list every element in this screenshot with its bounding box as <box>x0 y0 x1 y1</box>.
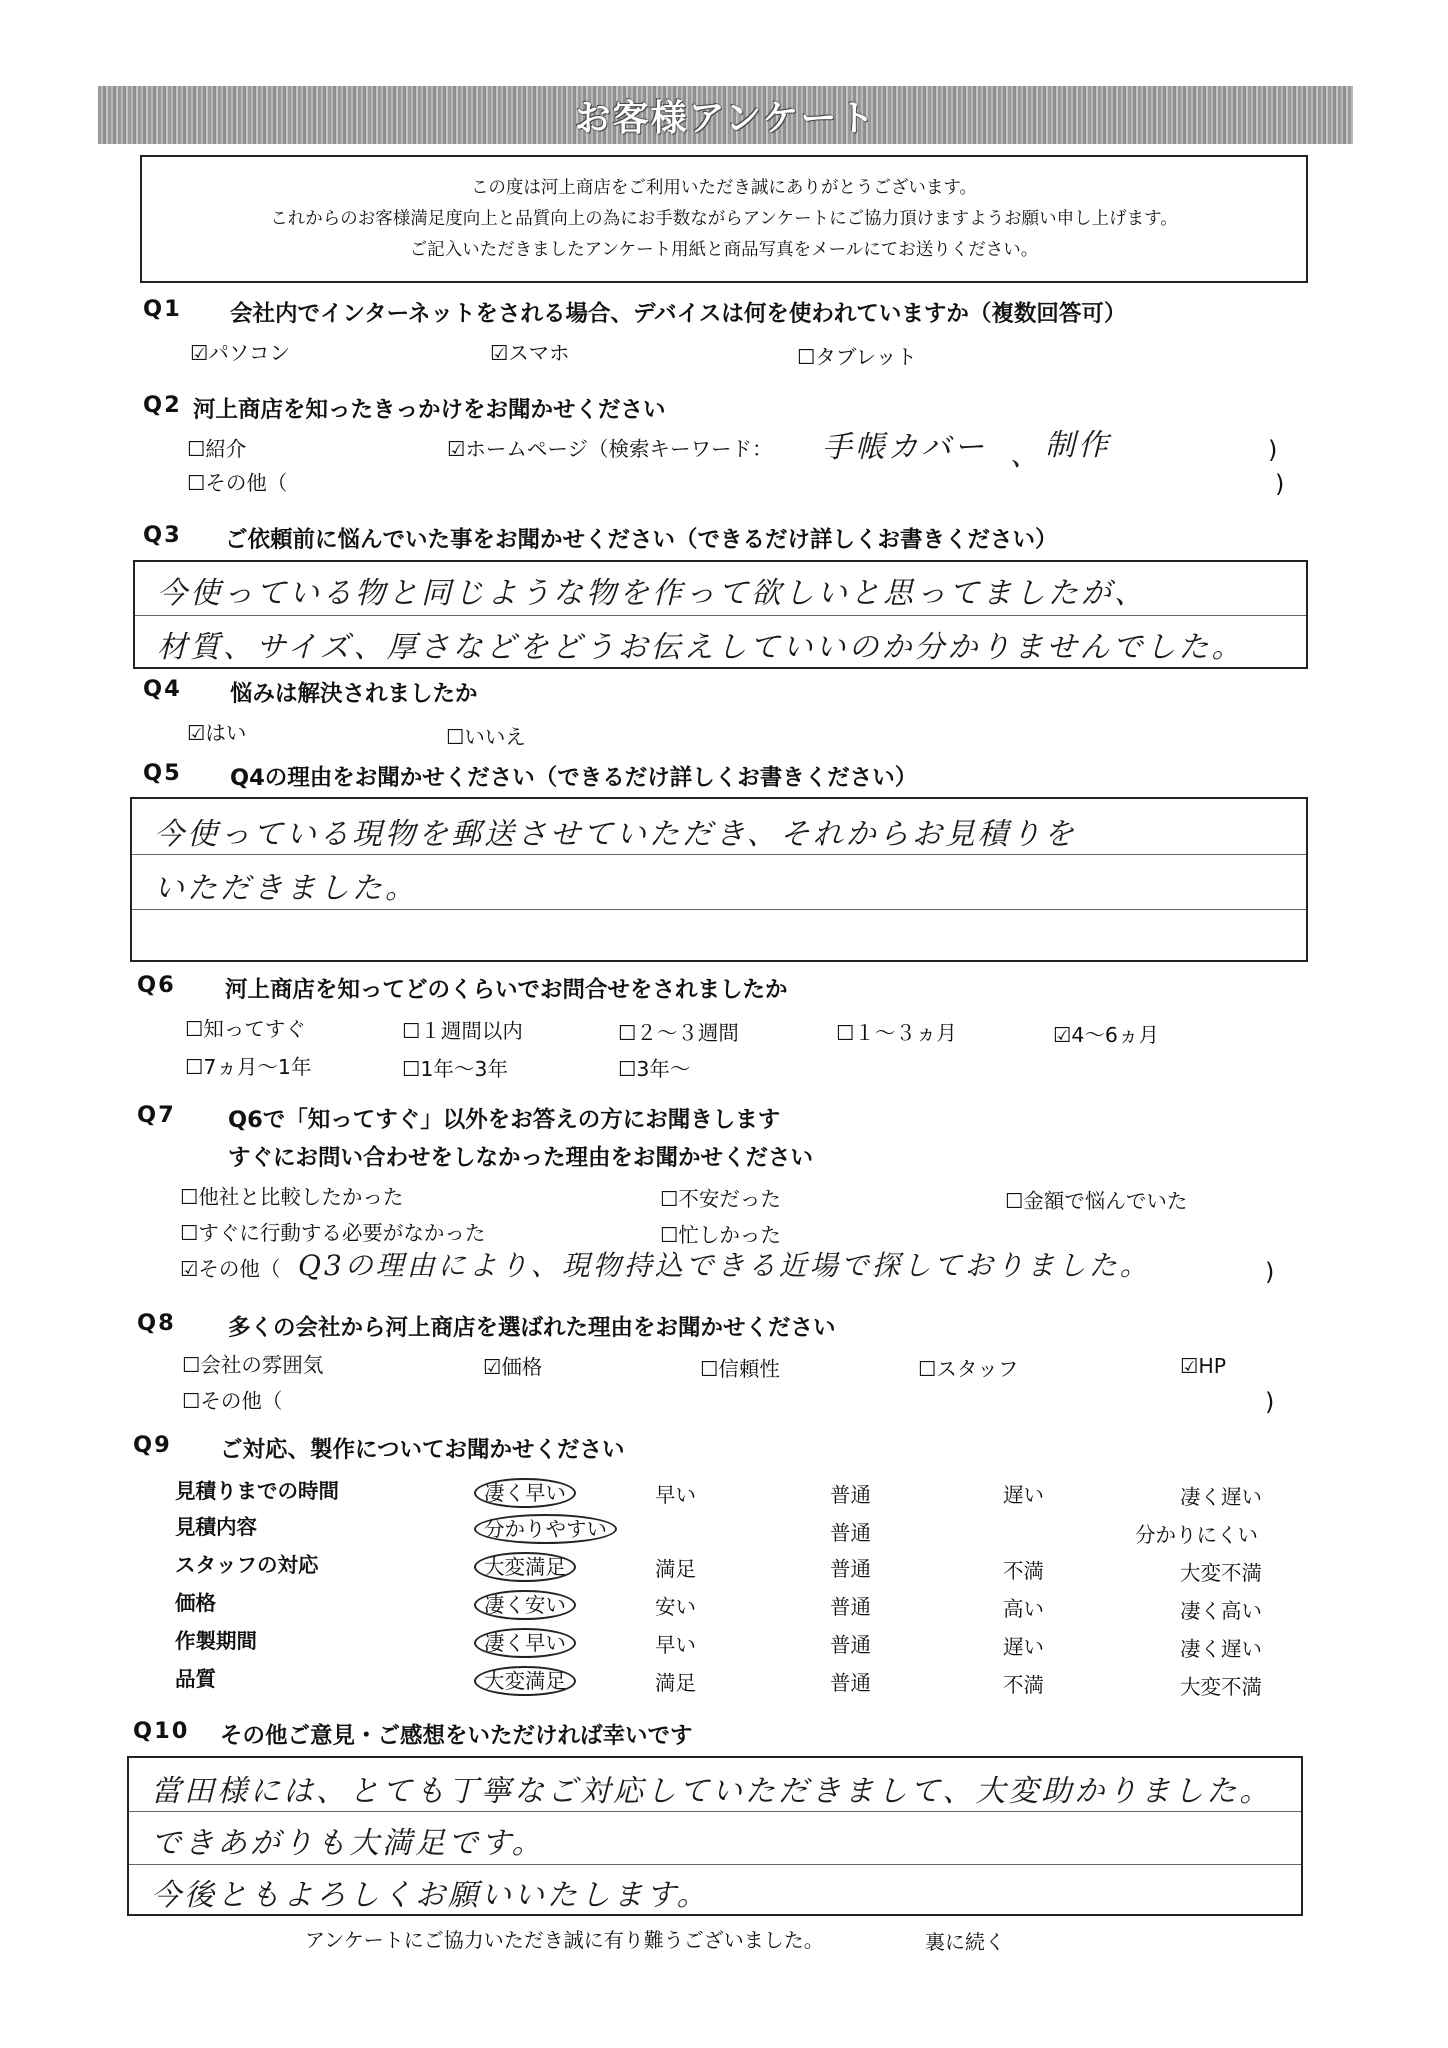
q1-number: Q1 <box>143 296 182 322</box>
q2-paren-close: ) <box>1268 436 1278 464</box>
q4-question: 悩みは解決されましたか <box>230 681 478 707</box>
checkbox-icon: ☐ <box>182 1353 201 1377</box>
q9-row-label: 価格 <box>175 1591 216 1615</box>
q9-choice[interactable]: 大変不満 <box>1180 1561 1262 1585</box>
q9-choice[interactable]: 普通 <box>830 1633 871 1657</box>
q6-option-1-3-years[interactable]: ☐1年～3年 <box>402 1057 508 1081</box>
q3-answer-box[interactable] <box>133 560 1308 669</box>
checkbox-icon: ☐ <box>700 1357 719 1381</box>
q7-option-no-need[interactable]: ☐すぐに行動する必要がなかった <box>180 1221 486 1245</box>
q9-choice[interactable]: 普通 <box>830 1521 871 1545</box>
q3-answer-line-1: 今使っている物と同じような物を作って欲しいと思ってましたが、 <box>157 576 1147 611</box>
checkbox-icon: ☐ <box>185 1017 204 1041</box>
answer-line <box>132 909 1306 910</box>
q9-choice[interactable]: 凄く遅い <box>1180 1485 1262 1509</box>
checkbox-icon: ☐ <box>185 1055 204 1079</box>
answer-line <box>129 1864 1301 1865</box>
checkbox-icon: ☐ <box>180 1221 199 1245</box>
q7-other-answer: Q3の理由により、現物持込できる近場で探しておりました。 <box>298 1249 1151 1282</box>
q8-paren-close: ) <box>1265 1388 1275 1416</box>
q4-option-no[interactable]: ☐いいえ <box>446 725 526 749</box>
q9-choice[interactable]: 普通 <box>830 1595 871 1619</box>
checkbox-icon: ☐ <box>660 1187 679 1211</box>
q9-choice[interactable]: 早い <box>655 1483 696 1507</box>
q10-question: その他ご意見・ご感想をいただければ幸いです <box>220 1723 693 1749</box>
q2-option-homepage[interactable]: ☑ホームページ（検索キーワード： <box>447 437 773 461</box>
q5-number: Q5 <box>143 760 182 786</box>
q1-option-pc[interactable]: ☑パソコン <box>190 341 290 365</box>
q1-option-tablet[interactable]: ☐タブレット <box>797 345 917 369</box>
q9-selected-choice[interactable]: 凄く早い <box>474 1478 576 1508</box>
q1-option-smartphone[interactable]: ☑スマホ <box>490 341 570 365</box>
q7-number: Q7 <box>137 1102 176 1128</box>
answer-line <box>132 854 1306 855</box>
q9-choice[interactable]: 凄く遅い <box>1180 1637 1262 1661</box>
q2-option-other[interactable]: ☐その他（ <box>187 471 288 495</box>
q9-row-label: 見積内容 <box>175 1515 257 1539</box>
checkbox-icon: ☐ <box>402 1019 421 1043</box>
q9-choice[interactable]: 普通 <box>830 1483 871 1507</box>
q8-number: Q8 <box>137 1310 176 1336</box>
q6-question: 河上商店を知ってどのくらいでお問合せをされましたか <box>225 977 788 1003</box>
q9-row-label: スタッフの対応 <box>175 1553 319 1577</box>
q7-question-line-2: すぐにお問い合わせをしなかった理由をお聞かせください <box>228 1145 814 1171</box>
q10-answer-line-2: できあがりも大満足です。 <box>151 1826 545 1861</box>
checkbox-checked-icon: ☑ <box>190 341 209 365</box>
q8-option-atmosphere[interactable]: ☐会社の雰囲気 <box>182 1353 324 1377</box>
q1-question: 会社内でインターネットをされる場合、デバイスは何を使われていますか（複数回答可） <box>230 301 1127 327</box>
q5-answer-line-2: いただきました。 <box>154 871 418 906</box>
q9-selected-choice[interactable]: 大変満足 <box>474 1552 576 1582</box>
checkbox-icon: ☐ <box>918 1357 937 1381</box>
q6-option-3-years-plus[interactable]: ☐3年～ <box>618 1057 691 1081</box>
q9-choice[interactable]: 満足 <box>655 1671 696 1695</box>
footer-thanks: アンケートにご協力いただき誠に有り難うございました。 <box>305 1928 824 1952</box>
checkbox-icon: ☐ <box>660 1223 679 1247</box>
q8-option-hp[interactable]: ☑HP <box>1180 1354 1227 1378</box>
q3-question: ご依頼前に悩んでいた事をお聞かせください（できるだけ詳しくお書きください） <box>225 527 1058 553</box>
q2-option-referral[interactable]: ☐紹介 <box>187 437 247 461</box>
q9-choice[interactable]: 高い <box>1003 1597 1044 1621</box>
checkbox-icon: ☐ <box>187 437 206 461</box>
checkbox-checked-icon: ☑ <box>447 437 466 461</box>
q3-number: Q3 <box>143 522 182 548</box>
q7-option-price-worry[interactable]: ☐金額で悩んでいた <box>1005 1189 1188 1213</box>
checkbox-icon: ☐ <box>1005 1189 1024 1213</box>
q2-other-paren-close: ) <box>1275 470 1285 498</box>
q9-choice[interactable]: 不満 <box>1003 1673 1044 1697</box>
intro-line-2: これからのお客様満足度向上と品質向上の為にお手数ながらアンケートにご協力頂けますようお願い申し上げます。 <box>270 209 1178 229</box>
q9-choice[interactable]: 大変不満 <box>1180 1675 1262 1699</box>
q8-option-price[interactable]: ☑価格 <box>483 1355 543 1379</box>
intro-line-3: ご記入いただきましたアンケート用紙と商品写真をメールにてお送りください。 <box>409 240 1039 260</box>
checkbox-icon: ☐ <box>180 1185 199 1209</box>
q6-option-4-6-months[interactable]: ☑4～6ヵ月 <box>1053 1023 1159 1047</box>
intro-box <box>140 155 1308 283</box>
q2-question: 河上商店を知ったきっかけをお聞かせください <box>193 397 666 423</box>
checkbox-icon: ☐ <box>797 345 816 369</box>
q7-paren-close: ) <box>1265 1258 1275 1286</box>
q8-option-staff[interactable]: ☐スタッフ <box>918 1357 1019 1381</box>
checkbox-icon: ☐ <box>618 1021 637 1045</box>
q9-row-label: 作製期間 <box>175 1629 257 1653</box>
checkbox-checked-icon: ☑ <box>1053 1023 1072 1047</box>
q6-option-7months-1year[interactable]: ☐7ヵ月～1年 <box>185 1055 312 1079</box>
intro-line-1: この度は河上商店をご利用いただき誠にありがとうございます。 <box>470 178 978 198</box>
q9-choice[interactable]: 満足 <box>655 1557 696 1581</box>
q5-answer-box[interactable] <box>130 797 1308 962</box>
q6-option-within-week[interactable]: ☐１週間以内 <box>402 1019 523 1043</box>
q7-option-anxious[interactable]: ☐不安だった <box>660 1187 781 1211</box>
q8-option-other[interactable]: ☐その他（ <box>182 1389 283 1413</box>
q9-number: Q9 <box>133 1432 172 1458</box>
q7-question-line-1: Q6で「知ってすぐ」以外をお答えの方にお聞きします <box>228 1107 781 1133</box>
q4-number: Q4 <box>143 676 182 702</box>
checkbox-checked-icon: ☑ <box>180 1257 199 1281</box>
q6-option-immediately[interactable]: ☐知ってすぐ <box>185 1017 306 1041</box>
footer-continue: 裏に続く <box>925 1930 1005 1954</box>
page-title: お客様アンケート <box>574 97 877 139</box>
q5-answer-line-1: 今使っている現物を郵送させていただき、それからお見積りを <box>154 817 1077 852</box>
q9-choice[interactable]: 早い <box>655 1633 696 1657</box>
q9-selected-choice[interactable]: 分かりやすい <box>474 1514 617 1544</box>
checkbox-checked-icon: ☑ <box>483 1355 502 1379</box>
q8-question: 多くの会社から河上商店を選ばれた理由をお聞かせください <box>228 1315 836 1341</box>
q9-choice[interactable]: 普通 <box>830 1671 871 1695</box>
q6-option-2-3-weeks[interactable]: ☐２～３週間 <box>618 1021 739 1045</box>
q2-keyword-separator: 、 <box>1010 438 1043 473</box>
q3-answer-line-2: 材質、サイズ、厚さなどをどうお伝えしていいのか分かりませんでした。 <box>157 630 1245 665</box>
q10-number: Q10 <box>133 1718 190 1744</box>
checkbox-checked-icon: ☑ <box>490 341 509 365</box>
q9-choice[interactable]: 安い <box>655 1595 696 1619</box>
q10-answer-line-3: 今後ともよろしくお願いいたします。 <box>151 1878 710 1913</box>
checkbox-checked-icon: ☑ <box>187 721 206 745</box>
q2-keyword-2: 制作 <box>1045 428 1111 463</box>
q10-answer-box[interactable] <box>127 1756 1303 1916</box>
checkbox-checked-icon: ☑ <box>1180 1354 1199 1378</box>
answer-line <box>129 1811 1301 1812</box>
q4-option-yes[interactable]: ☑はい <box>187 721 247 745</box>
q5-question: Q4の理由をお聞かせください（できるだけ詳しくお書きください） <box>230 765 918 791</box>
answer-line <box>135 615 1306 616</box>
q9-choice[interactable]: 遅い <box>1003 1483 1044 1507</box>
checkbox-icon: ☐ <box>187 471 206 495</box>
checkbox-icon: ☐ <box>402 1057 421 1081</box>
q6-option-1-3-months[interactable]: ☐１～３ヵ月 <box>836 1021 957 1045</box>
q9-selected-choice[interactable]: 凄く安い <box>474 1590 576 1620</box>
q8-option-reliability[interactable]: ☐信頼性 <box>700 1357 780 1381</box>
q9-choice[interactable]: 遅い <box>1003 1635 1044 1659</box>
q10-answer-line-1: 當田様には、とても丁寧なご対応していただきまして、大変助かりました。 <box>151 1774 1273 1809</box>
checkbox-icon: ☐ <box>618 1057 637 1081</box>
q7-option-other[interactable]: ☑その他（ <box>180 1257 281 1281</box>
q9-choice[interactable]: 凄く高い <box>1180 1599 1262 1623</box>
q9-row-label: 見積りまでの時間 <box>175 1479 339 1503</box>
checkbox-icon: ☐ <box>446 725 465 749</box>
title-banner <box>98 86 1353 144</box>
q9-selected-choice[interactable]: 凄く早い <box>474 1628 576 1658</box>
q9-choice[interactable]: 普通 <box>830 1557 871 1581</box>
q9-question: ご対応、製作についてお聞かせください <box>220 1437 625 1463</box>
checkbox-icon: ☐ <box>836 1021 855 1045</box>
q9-choice[interactable]: 不満 <box>1003 1559 1044 1583</box>
checkbox-icon: ☐ <box>182 1389 201 1413</box>
q2-number: Q2 <box>143 392 182 418</box>
q9-row-label: 品質 <box>175 1667 216 1691</box>
q9-choice[interactable]: 分かりにくい <box>1135 1523 1258 1547</box>
q9-selected-choice[interactable]: 大変満足 <box>474 1666 576 1696</box>
q7-option-compare[interactable]: ☐他社と比較したかった <box>180 1185 404 1209</box>
q7-option-busy[interactable]: ☐忙しかった <box>660 1223 781 1247</box>
q2-keyword-1: 手帳カバー <box>822 430 987 465</box>
q6-number: Q6 <box>137 972 176 998</box>
